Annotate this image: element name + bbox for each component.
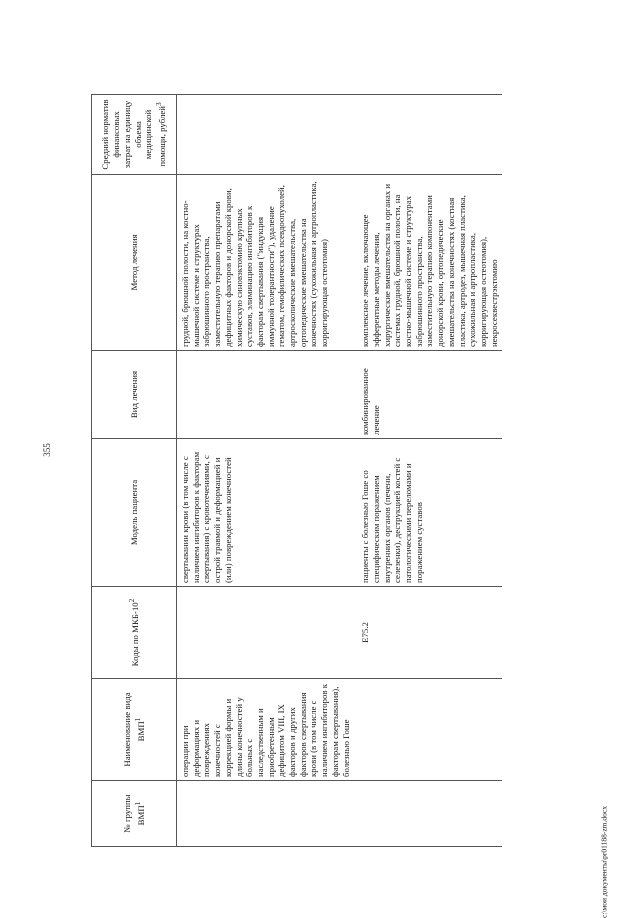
cell-treatment-type: комбинированное лечение (354, 351, 502, 439)
table-header-row (92, 95, 177, 847)
header-codes: Коды по МКБ-$10^2$ (92, 587, 177, 679)
cell-treatment-type (177, 351, 355, 439)
header-treatment-type: Вид лечения (92, 351, 177, 439)
cell-group (354, 781, 502, 847)
cell-codes: E75.2 (354, 587, 502, 679)
header-group: № группы ВМП$^1$ (92, 781, 177, 847)
cell-name: операции при деформациях и повреждениях конечностей с коррекцией формы и длины конечностей у больных с наследственным и приобретенным дефицитом VIII, IX факторов и других факторов свертывания крови (в том числе с наличием ингибиторов к факторам свертывания), болезнью Гоше (177, 679, 355, 781)
rotated-table-area (91, 95, 611, 847)
cell-name (354, 679, 502, 781)
cell-group (177, 781, 355, 847)
cell-model: пациенты с болезнью Гоше со специфическим поражением внутренних органов (печени, селезенки), деструкцией костей с патологическими переломами и поражением суставов (354, 439, 502, 587)
cell-cost (354, 95, 502, 175)
header-model: Модель пациента (92, 439, 177, 587)
header-name: Наименование вида ВМП$^1$ (92, 679, 177, 781)
table-row (354, 95, 502, 847)
cell-codes (177, 587, 355, 679)
vmp-table (91, 94, 502, 847)
cell-method: грудной, брюшной полости, на костно-мышечной системе и структурах забрюшинного пространства, заместительную терапию препаратами дефицитных факторов и донорской крови, химическую синовэктомию крупных суставов, элиминацию ингибиторов к факторам свертывания ("индукция иммунной толерантности"), удаление гематом, гемофилических псевдоопухолей, артроскопические вмешательства, ортопедические вмешательства на конечностях (сухожильная и артропластика, корригирующая остеотомия) (177, 175, 355, 351)
header-method: Метод лечения (92, 175, 177, 351)
cell-method: комплексное лечение, включающее эфферентные методы лечения, хирургические вмешательства на органах и системах грудной, брюшной полости, на костно-мышечной системе и структурах забрюшинного пространства, заместительную терапию компонентами донорской крови, ортопедические вмешательства на конечностях (костная пластика, артродез, мышечная пластика, сухожильная и артропластика, корригирующая остеотомия), некросеквестрэктомию (354, 175, 502, 351)
table-row (177, 95, 355, 847)
page-number: 355 (41, 443, 52, 457)
cell-cost (177, 95, 355, 175)
header-cost: Средний норматив финансовых затрат на единицу объема медицинской помощи, рублей$^3$ (92, 95, 177, 175)
footer-file-path: c:\мои документы\pr01188-zm.docx (599, 806, 609, 918)
cell-model: свертывании крови (в том числе с наличием ингибиторов к факторам свертывания) с кровотечениями, с острой травмой и деформацией и (или) повреждением конечностей (177, 439, 355, 587)
